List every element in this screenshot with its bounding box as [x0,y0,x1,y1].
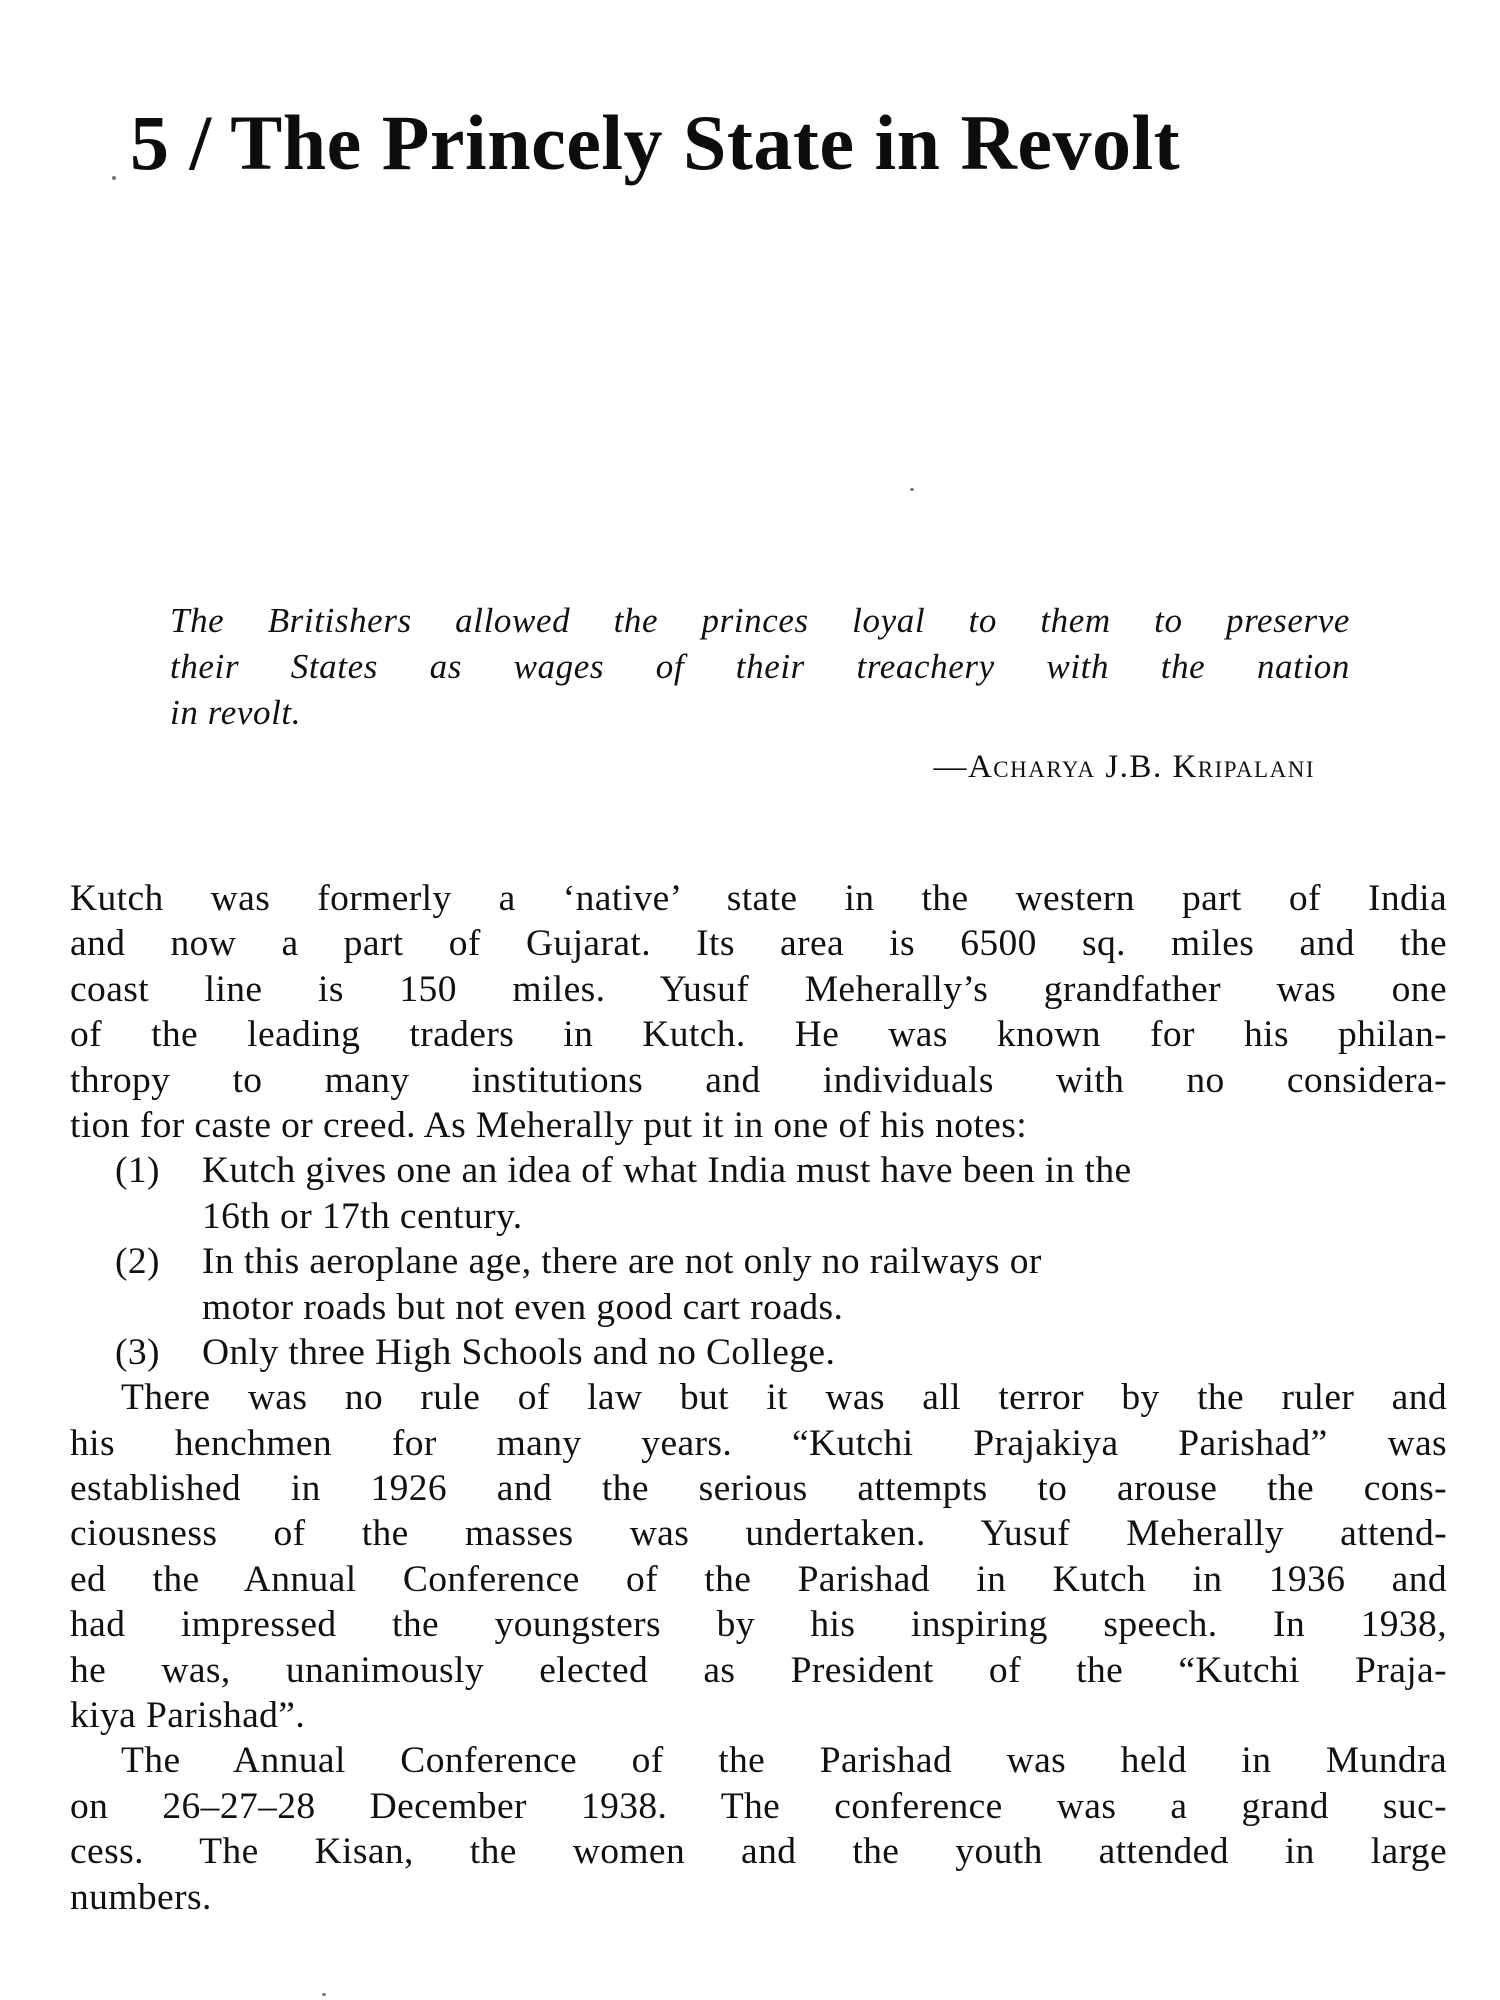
note-number: (2) [115,1241,160,1283]
note-continuation: motor roads but not even good cart roads. [202,1286,844,1328]
note-item [70,1330,1447,1375]
paragraph-line: he was, unanimously elected as President of the “Kutchi Praja- [70,1649,1447,1691]
chapter-title: 5 / The Princely State in Revolt [130,99,1181,186]
scan-speck [112,176,116,180]
paragraph-line: established in 1926 and the serious attempts to arouse the cons- [70,1468,1447,1510]
paragraph-line: numbers. [70,1876,212,1918]
paragraph-line: ed the Annual Conference of the Parishad in Kutch in 1936 and [70,1558,1447,1600]
body-text [70,876,1447,1920]
paragraph-line: There was no rule of law but it was all terror by the ruler and [121,1377,1447,1419]
note-item [70,1239,1447,1284]
paragraph-line: his henchmen for many years. “Kutchi Prajakiya Parishad” was [70,1422,1447,1464]
note-continuation: 16th or 17th century. [202,1195,523,1237]
paragraph-line: on 26–27–28 December 1938. The conference was a grand suc- [70,1785,1447,1827]
paragraph-line: had impressed the youngsters by his inspiring speech. In 1938, [70,1604,1447,1646]
paragraph-line: kiya Parishad”. [70,1695,306,1737]
note-text: Kutch gives one an idea of what India must have been in the [202,1150,1132,1192]
epigraph-attribution: —Acharya J.B. Kripalani [933,749,1315,785]
paragraph-line: cess. The Kisan, the women and the youth attended in large [70,1831,1447,1873]
paragraph-line: of the leading traders in Kutch. He was known for his philan- [70,1014,1447,1056]
epigraph-line: in revolt. [170,693,302,732]
note-number: (3) [115,1331,160,1373]
paragraph-line: tion for caste or creed. As Meherally put it in one of his notes: [70,1104,1028,1146]
note-item [70,1148,1447,1193]
paragraph-line: thropy to many institutions and individuals with no considera- [70,1059,1447,1101]
note-text: In this aeroplane age, there are not only no railways or [202,1241,1042,1283]
paragraph-line: ciousness of the masses was undertaken. Yusuf Meherally attend- [70,1513,1447,1555]
paragraph-line: coast line is 150 miles. Yusuf Meherally’s grandfather was one [70,968,1447,1010]
scan-speck [322,1993,326,1996]
paragraph-line: The Annual Conference of the Parishad was held in Mundra [121,1740,1447,1782]
note-text: Only three High Schools and no College. [202,1331,836,1373]
epigraph-line: their States as wages of their treachery with the nation [170,647,1350,686]
paragraph-line: Kutch was formerly a ‘native’ state in the western part of India [70,878,1447,919]
epigraph-line: The Britishers allowed the princes loyal to them to preserve [170,601,1350,640]
paragraph-line: and now a part of Gujarat. Its area is 6500 sq. miles and the [70,923,1447,965]
note-number: (1) [115,1150,160,1192]
scan-speck [910,488,914,491]
epigraph [170,598,1350,790]
